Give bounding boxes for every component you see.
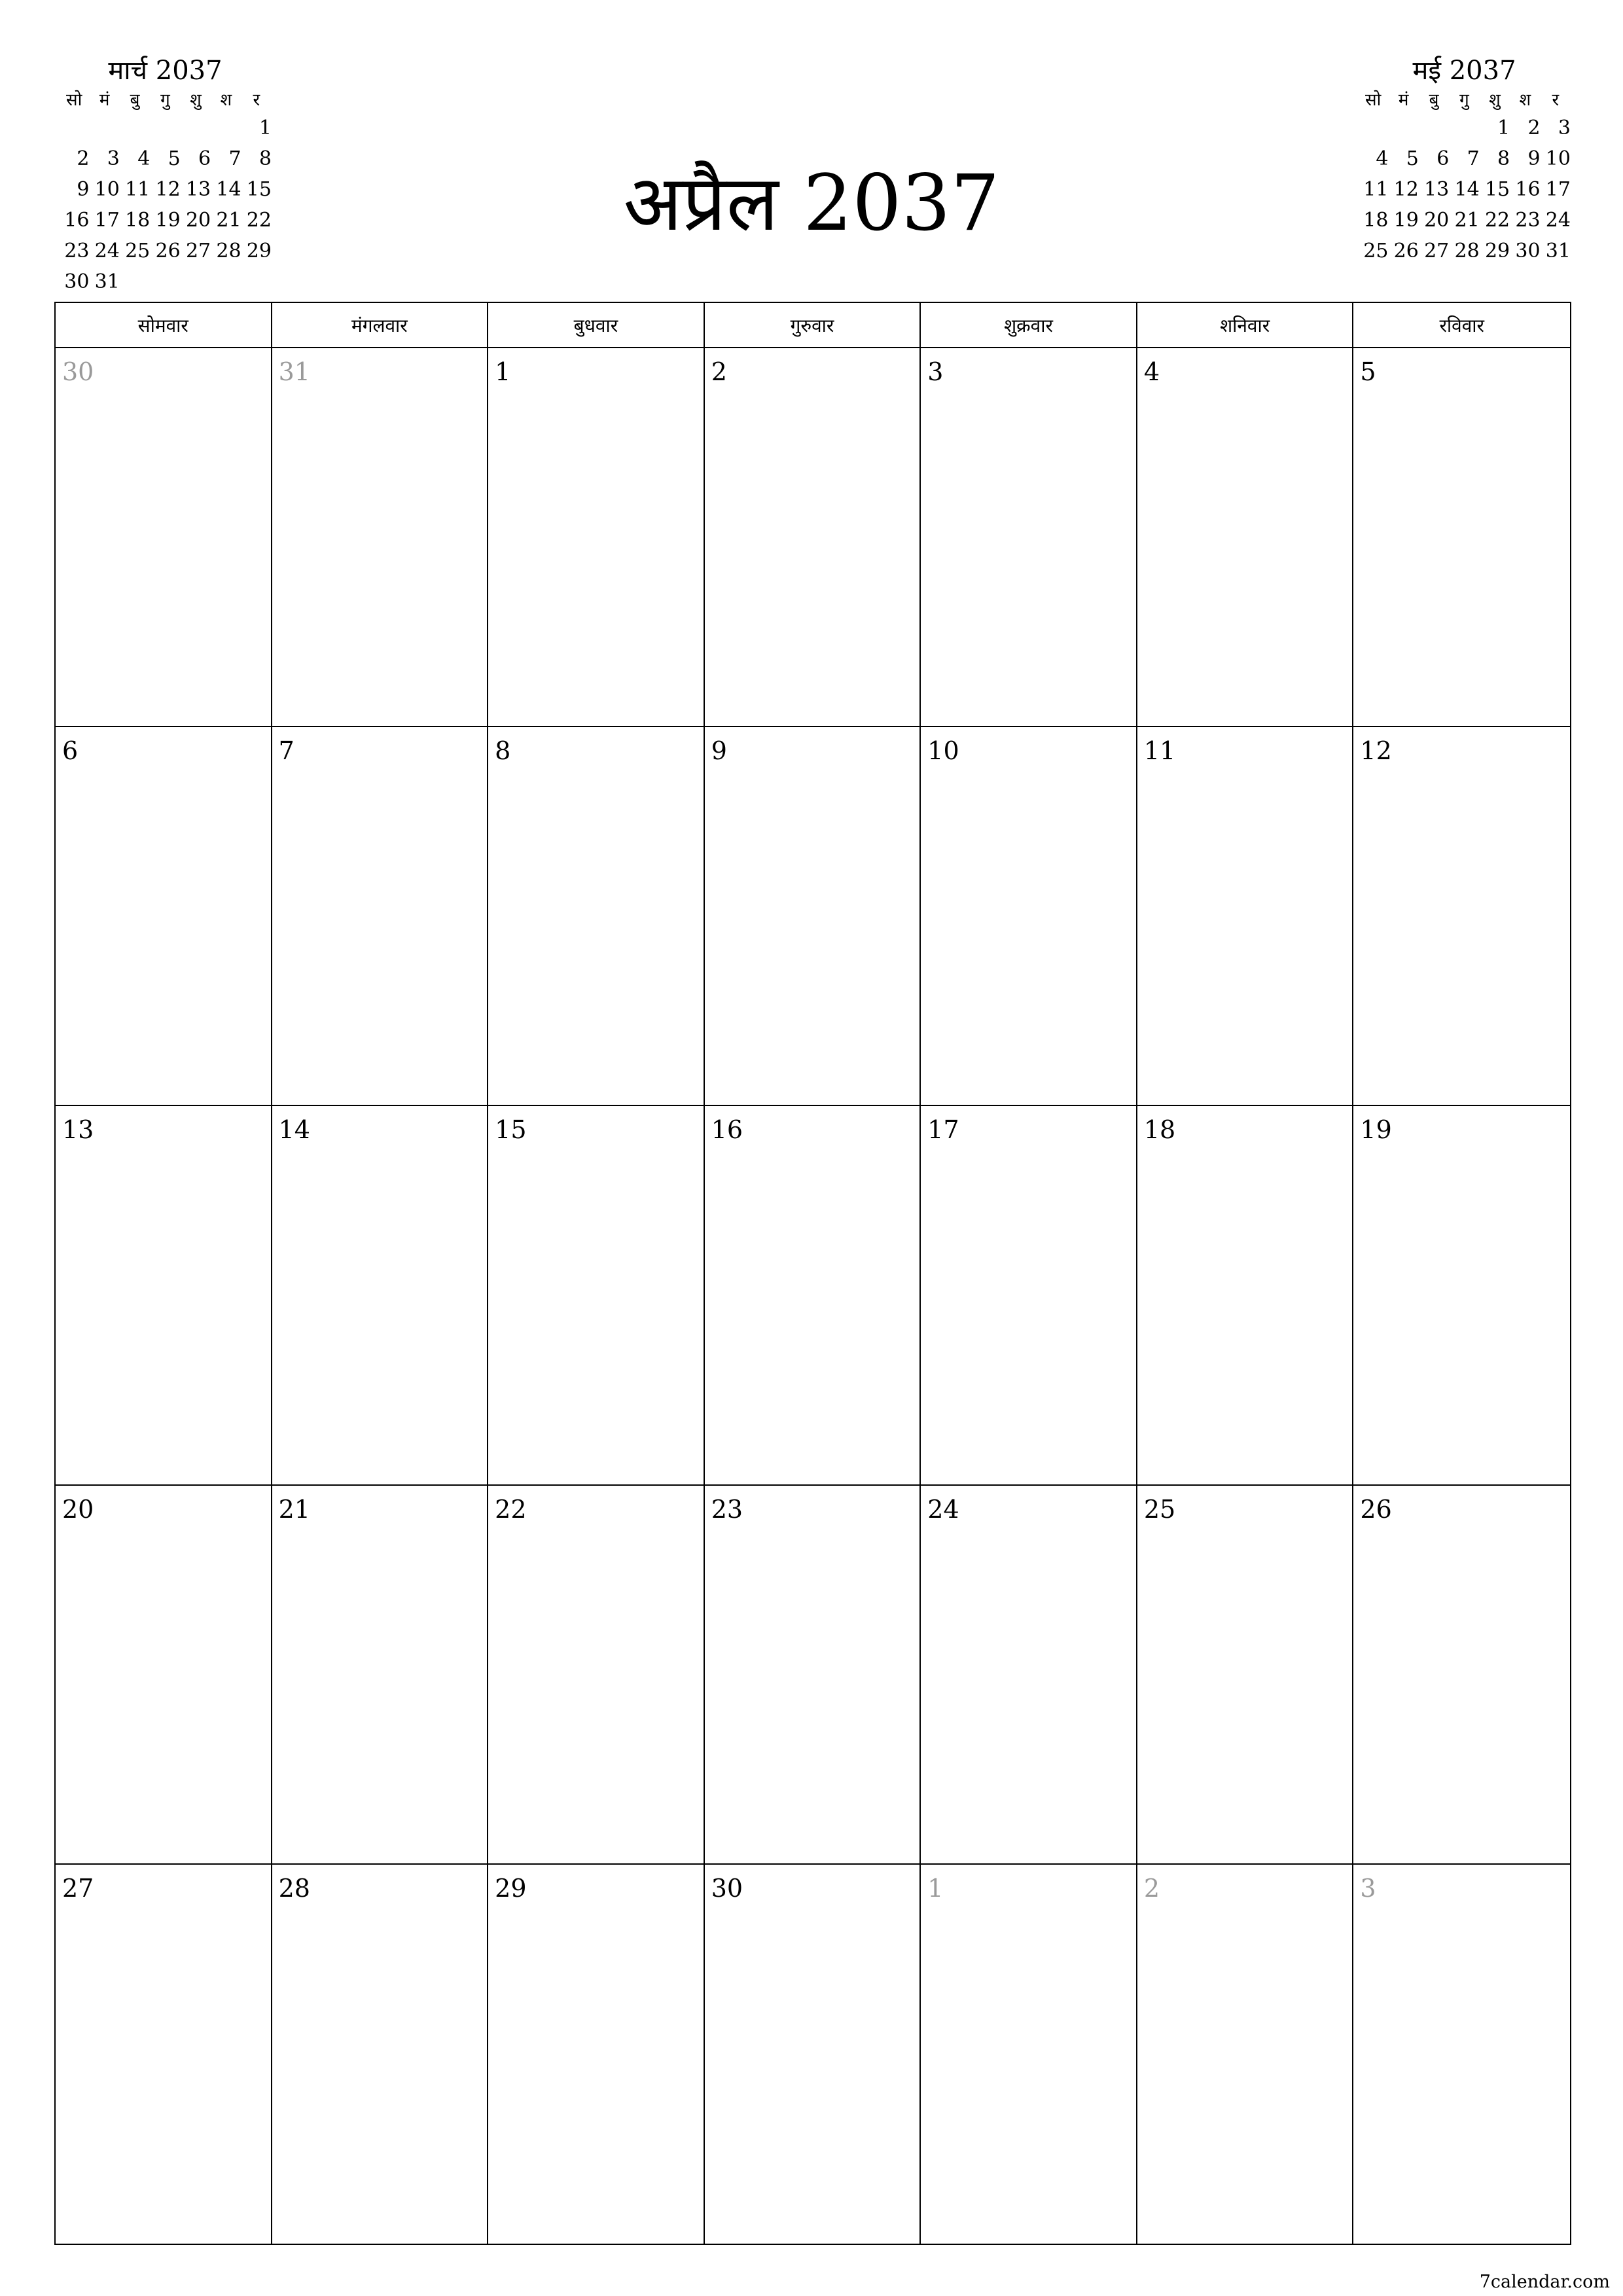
mini-day (1358, 113, 1388, 143)
mini-day (1388, 113, 1418, 143)
mini-day: 24 (1545, 209, 1571, 232)
mini-calendar-next (1358, 54, 1571, 266)
day-number: 2 (711, 357, 727, 386)
day-number: 20 (62, 1494, 94, 1524)
day-number: 16 (711, 1115, 743, 1145)
mini-day: 5 (1406, 147, 1419, 170)
mini-day: 10 (1545, 147, 1571, 170)
weekday-header: रविवार (1353, 303, 1570, 348)
day-cell[interactable] (1137, 1865, 1354, 2244)
day-cell[interactable] (705, 727, 921, 1106)
mini-day (211, 113, 241, 143)
mini-weekday: श (220, 90, 232, 110)
mini-day (150, 266, 180, 297)
mini-day (181, 113, 211, 143)
mini-day (120, 266, 150, 297)
day-number: 24 (927, 1494, 959, 1524)
day-number: 21 (278, 1494, 310, 1524)
day-number: 10 (927, 736, 959, 766)
mini-day: 28 (216, 240, 241, 262)
mini-day: 19 (1393, 209, 1419, 232)
mini-day (89, 113, 119, 143)
mini-day: 18 (125, 209, 151, 232)
mini-day: 1 (259, 117, 272, 139)
day-number: 1 (927, 1873, 944, 1903)
mini-day (150, 113, 180, 143)
mini-weekday: मं (99, 90, 110, 110)
day-number: 27 (62, 1873, 94, 1903)
day-cell[interactable] (1353, 1865, 1570, 2244)
day-number: 22 (495, 1494, 527, 1524)
day-cell[interactable] (272, 727, 489, 1106)
mini-day: 12 (1393, 178, 1419, 201)
mini-calendar-prev-title: मार्च 2037 (108, 56, 223, 86)
day-number: 26 (1360, 1494, 1392, 1524)
day-number: 28 (278, 1873, 310, 1903)
mini-day (181, 266, 211, 297)
mini-day: 12 (155, 178, 181, 201)
mini-day: 22 (1484, 209, 1510, 232)
mini-day: 30 (1515, 240, 1541, 262)
mini-day: 1 (1497, 117, 1510, 139)
footer-credit: 7calendar.com (1479, 2272, 1610, 2292)
mini-day: 18 (1363, 209, 1389, 232)
day-number: 3 (1360, 1873, 1376, 1903)
mini-day: 11 (125, 178, 151, 201)
mini-day: 27 (185, 240, 211, 262)
mini-day: 16 (64, 209, 90, 232)
day-number: 9 (711, 736, 727, 766)
mini-day: 6 (198, 147, 211, 170)
mini-weekday: र (253, 90, 260, 110)
mini-day: 11 (1363, 178, 1389, 201)
day-number: 18 (1143, 1115, 1176, 1145)
mini-day: 3 (107, 147, 120, 170)
mini-day: 8 (1497, 147, 1510, 170)
day-cell[interactable] (1137, 727, 1354, 1106)
day-number: 3 (927, 357, 944, 386)
day-cell[interactable] (56, 1486, 272, 1865)
mini-weekday: सो (66, 90, 82, 110)
day-number: 6 (62, 736, 79, 766)
mini-day: 4 (137, 147, 151, 170)
day-cell[interactable] (488, 1106, 705, 1485)
day-number: 29 (495, 1873, 527, 1903)
day-cell[interactable] (921, 1106, 1137, 1485)
mini-day: 2 (77, 147, 90, 170)
mini-day: 22 (246, 209, 272, 232)
mini-day: 31 (94, 270, 120, 293)
day-number: 14 (278, 1115, 310, 1145)
mini-weekday: शु (1489, 90, 1501, 110)
mini-day: 31 (1545, 240, 1571, 262)
day-cell[interactable] (488, 1486, 705, 1865)
weekday-header: सोमवार (56, 303, 272, 348)
mini-day: 4 (1376, 147, 1389, 170)
mini-day: 2 (1527, 117, 1541, 139)
mini-day: 24 (94, 240, 120, 262)
mini-day: 17 (94, 209, 120, 232)
day-cell[interactable] (1137, 1486, 1354, 1865)
mini-weekday: बु (1429, 90, 1439, 110)
mini-day: 29 (246, 240, 272, 262)
mini-weekday: गु (160, 90, 170, 110)
day-number: 25 (1143, 1494, 1176, 1524)
day-number: 15 (495, 1115, 527, 1145)
mini-day (59, 113, 89, 143)
day-number: 17 (927, 1115, 959, 1145)
mini-day: 14 (1454, 178, 1480, 201)
mini-day: 9 (77, 178, 90, 201)
mini-day: 7 (1467, 147, 1480, 170)
mini-day: 14 (216, 178, 241, 201)
mini-day: 21 (1454, 209, 1480, 232)
mini-day: 23 (1515, 209, 1541, 232)
mini-day: 21 (216, 209, 241, 232)
mini-day: 29 (1484, 240, 1510, 262)
day-cell[interactable] (1137, 348, 1354, 727)
day-number: 4 (1143, 357, 1160, 386)
day-number: 30 (62, 357, 94, 386)
day-number: 5 (1360, 357, 1376, 386)
day-cell[interactable] (921, 727, 1137, 1106)
weekday-header: बुधवार (488, 303, 705, 348)
day-cell[interactable] (1137, 1106, 1354, 1485)
mini-day (241, 266, 272, 297)
mini-weekday: गु (1459, 90, 1469, 110)
day-number: 30 (711, 1873, 743, 1903)
day-number: 7 (278, 736, 294, 766)
day-cell[interactable] (1353, 1106, 1570, 1485)
day-number: 12 (1360, 736, 1392, 766)
mini-day: 20 (185, 209, 211, 232)
day-cell[interactable] (705, 348, 921, 727)
weekday-header: शनिवार (1137, 303, 1354, 348)
mini-weekday: सो (1365, 90, 1382, 110)
mini-day: 25 (1363, 240, 1389, 262)
mini-weekday: श (1519, 90, 1531, 110)
day-cell[interactable] (272, 1486, 489, 1865)
day-cell[interactable] (488, 727, 705, 1106)
day-number: 23 (711, 1494, 743, 1524)
mini-day: 10 (94, 178, 120, 201)
day-cell[interactable] (921, 1486, 1137, 1865)
mini-day (1419, 113, 1449, 143)
mini-day: 7 (228, 147, 241, 170)
mini-day: 30 (64, 270, 90, 293)
day-cell[interactable] (56, 348, 272, 727)
mini-calendar-next-title: मई 2037 (1412, 56, 1516, 86)
mini-weekday: मं (1398, 90, 1409, 110)
mini-day: 8 (259, 147, 272, 170)
day-cell[interactable] (56, 1106, 272, 1485)
day-cell[interactable] (921, 348, 1137, 727)
day-number: 11 (1143, 736, 1176, 766)
day-cell[interactable] (488, 348, 705, 727)
mini-day: 23 (64, 240, 90, 262)
mini-weekday: र (1552, 90, 1560, 110)
day-number: 1 (495, 357, 511, 386)
mini-day: 26 (155, 240, 181, 262)
weekday-header: शुक्रवार (921, 303, 1137, 348)
day-cell[interactable] (1353, 1486, 1570, 1865)
mini-day: 6 (1436, 147, 1450, 170)
mini-day: 26 (1393, 240, 1419, 262)
mini-day: 13 (1424, 178, 1450, 201)
mini-day: 20 (1424, 209, 1450, 232)
mini-day: 19 (155, 209, 181, 232)
day-cell[interactable] (1353, 727, 1570, 1106)
day-cell[interactable] (272, 348, 489, 727)
mini-day: 15 (1484, 178, 1510, 201)
mini-day: 9 (1527, 147, 1541, 170)
mini-day (120, 113, 150, 143)
mini-day: 17 (1545, 178, 1571, 201)
day-cell[interactable] (56, 1865, 272, 2244)
month-grid (54, 302, 1571, 2245)
mini-day: 27 (1424, 240, 1450, 262)
weekday-header: मंगलवार (272, 303, 489, 348)
day-number: 19 (1360, 1115, 1392, 1145)
mini-day: 28 (1454, 240, 1480, 262)
day-cell[interactable] (921, 1865, 1137, 2244)
mini-day (211, 266, 241, 297)
mini-day: 25 (125, 240, 151, 262)
day-cell[interactable] (56, 727, 272, 1106)
day-number: 2 (1143, 1873, 1160, 1903)
day-number: 8 (495, 736, 511, 766)
day-number: 13 (62, 1115, 94, 1145)
mini-calendar-next-grid (1358, 88, 1571, 266)
page-title: अप्रैल 2037 (623, 158, 1000, 248)
day-cell[interactable] (705, 1865, 921, 2244)
mini-day: 15 (246, 178, 272, 201)
day-cell[interactable] (705, 1106, 921, 1485)
day-cell[interactable] (488, 1865, 705, 2244)
day-cell[interactable] (705, 1486, 921, 1865)
day-cell[interactable] (272, 1865, 489, 2244)
mini-day: 3 (1558, 117, 1571, 139)
mini-weekday: बु (130, 90, 140, 110)
mini-day: 5 (168, 147, 181, 170)
mini-day: 13 (185, 178, 211, 201)
weekday-header: गुरुवार (705, 303, 921, 348)
mini-weekday: शु (190, 90, 202, 110)
day-cell[interactable] (1353, 348, 1570, 727)
day-cell[interactable] (272, 1106, 489, 1485)
mini-day (1449, 113, 1479, 143)
day-number: 31 (278, 357, 310, 386)
mini-day: 16 (1515, 178, 1541, 201)
